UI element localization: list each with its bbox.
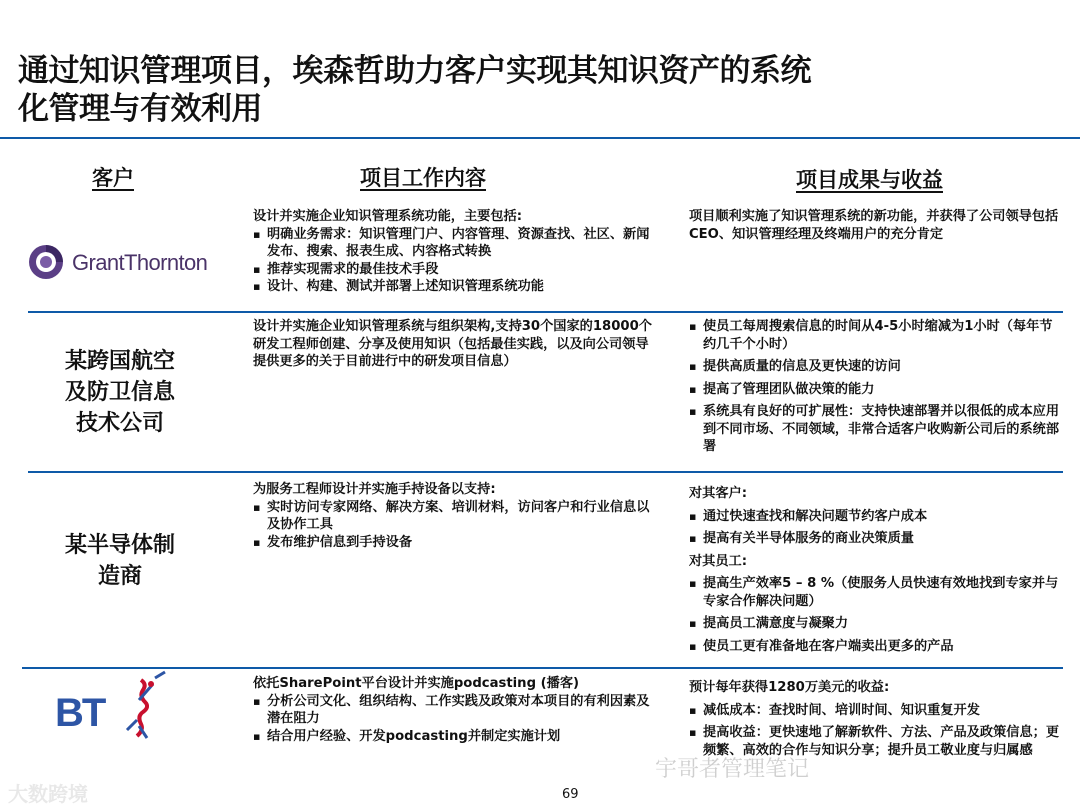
watermark-right: 宇哥者管理笔记 — [655, 757, 810, 782]
list-item: ▪ 使员工每周搜索信息的时间从4-5小时缩减为1小时（每年节约几千个小时） — [689, 318, 1061, 353]
list-item: ▪ 提高员工满意度与凝聚力 — [689, 615, 1061, 633]
watermark-left: 大数跨境 — [8, 782, 88, 806]
client-name-line: 及防卫信息 — [64, 380, 175, 405]
row-3-work — [253, 481, 658, 551]
list-item: ▪ 发布维护信息到手持设备 — [253, 534, 658, 552]
list-item: ▪ 分析公司文化、组织结构、工作实践及政策对本项目的有利因素及潜在阻力 — [253, 693, 658, 728]
row-2-result — [689, 318, 1061, 461]
row-4-work — [253, 675, 658, 745]
row-4-work-intro: 依托SharePoint平台设计并实施podcasting (播客) — [253, 676, 580, 691]
row-1-work-intro: 设计并实施企业知识管理系统功能，主要包括: — [253, 209, 523, 224]
row-divider — [22, 667, 1063, 669]
list-item: ▪ 提高生产效率5 – 8 %（使服务人员快速有效地找到专家并与专家合作解决问题） — [689, 575, 1061, 610]
client-name-line: 造商 — [97, 564, 142, 589]
list-item: ▪ 设计、构建、测试并部署上述知识管理系统功能 — [253, 278, 658, 296]
list-item: ▪ 实时访问专家网络、解决方案、培训材料，访问客户和行业信息以及协作工具 — [253, 499, 658, 534]
row-2-work-intro: 设计并实施企业知识管理系统与组织架构,支持30个国家的18000个研发工程师创建、分享及使用知识（包括最佳实践，以及向公司领导提供更多的关于目前进行中的研发项目信息） — [253, 319, 652, 369]
client-name-line: 某跨国航空 — [64, 349, 175, 374]
list-item: ▪ 系统具有良好的可扩展性：支持快速部署并以很低的成本应用到不同市场、不同领域，非常合适客户收购新公司后的系统部署 — [689, 403, 1061, 456]
list-item: ▪ 结合用户经验、开发podcasting并制定实施计划 — [253, 728, 658, 746]
list-item: ▪ 减低成本：查找时间、培训时间、知识重复开发 — [689, 702, 1061, 720]
page-title-line-2: 化管理与有效利用 — [18, 91, 262, 127]
list-item: ▪ 使员工更有准备地在客户端卖出更多的产品 — [689, 638, 1061, 656]
list-item: ▪ 明确业务需求：知识管理门户、内容管理、资源查找、社区、新闻发布、搜索、报表生成、内容格式转换 — [253, 226, 658, 261]
client-name-line: 某半导体制 — [64, 533, 175, 558]
column-header-client: 客户 — [92, 166, 134, 190]
result-group-heading: 对其客户: — [689, 486, 748, 501]
column-header-work: 项目工作内容 — [360, 166, 486, 190]
bt-wordmark: BT — [55, 691, 105, 735]
page-title — [18, 52, 1018, 128]
column-header-result: 项目成果与收益 — [796, 168, 943, 192]
title-divider — [0, 137, 1080, 139]
row-2-work — [253, 318, 658, 371]
list-item: ▪ 通过快速查找和解决问题节约客户成本 — [689, 508, 1061, 526]
result-group-heading: 对其员工: — [689, 553, 748, 569]
row-1-result-text: 项目顺利实施了知识管理系统的新功能，并获得了公司领导包括CEO、知识管理经理及终端用户的充分肯定 — [689, 209, 1059, 242]
page-title-line-1: 通过知识管理项目，埃森哲助力客户实现其知识资产的系统 — [18, 53, 811, 89]
row-3-work-intro: 为服务工程师设计并实施手持设备以支持: — [253, 482, 496, 497]
list-item: ▪ 提高有关半导体服务的商业决策质量 — [689, 530, 1061, 548]
row-1-work — [253, 208, 658, 296]
row-1-result — [689, 208, 1061, 243]
grant-thornton-wordmark: GrantThornton — [72, 250, 208, 275]
list-item: ▪ 提高收益：更快速地了解新软件、方法、产品及政策信息；更频繁、高效的合作与知识分享；提升员工敬业度与归属感 — [689, 724, 1061, 759]
bt-logo — [55, 670, 185, 750]
page-number: 69 — [562, 787, 579, 802]
grant-thornton-logo — [28, 244, 218, 284]
row-4-result — [689, 675, 1061, 764]
grant-thornton-swirl-icon — [28, 244, 64, 280]
row-2-client — [40, 346, 200, 439]
list-item: ▪ 推荐实现需求的最佳技术手段 — [253, 261, 658, 279]
list-item: ▪ 提供高质量的信息及更快速的访问 — [689, 358, 1061, 376]
list-item: ▪ 提高了管理团队做决策的能力 — [689, 381, 1061, 399]
row-divider — [28, 311, 1063, 313]
row-4-result-intro: 预计每年获得1280万美元的收益: — [689, 680, 890, 695]
row-divider — [28, 471, 1063, 473]
row-3-client — [40, 530, 200, 592]
client-name-line: 技术公司 — [75, 411, 164, 436]
bt-piper-icon — [55, 670, 185, 750]
row-3-result — [689, 481, 1061, 660]
